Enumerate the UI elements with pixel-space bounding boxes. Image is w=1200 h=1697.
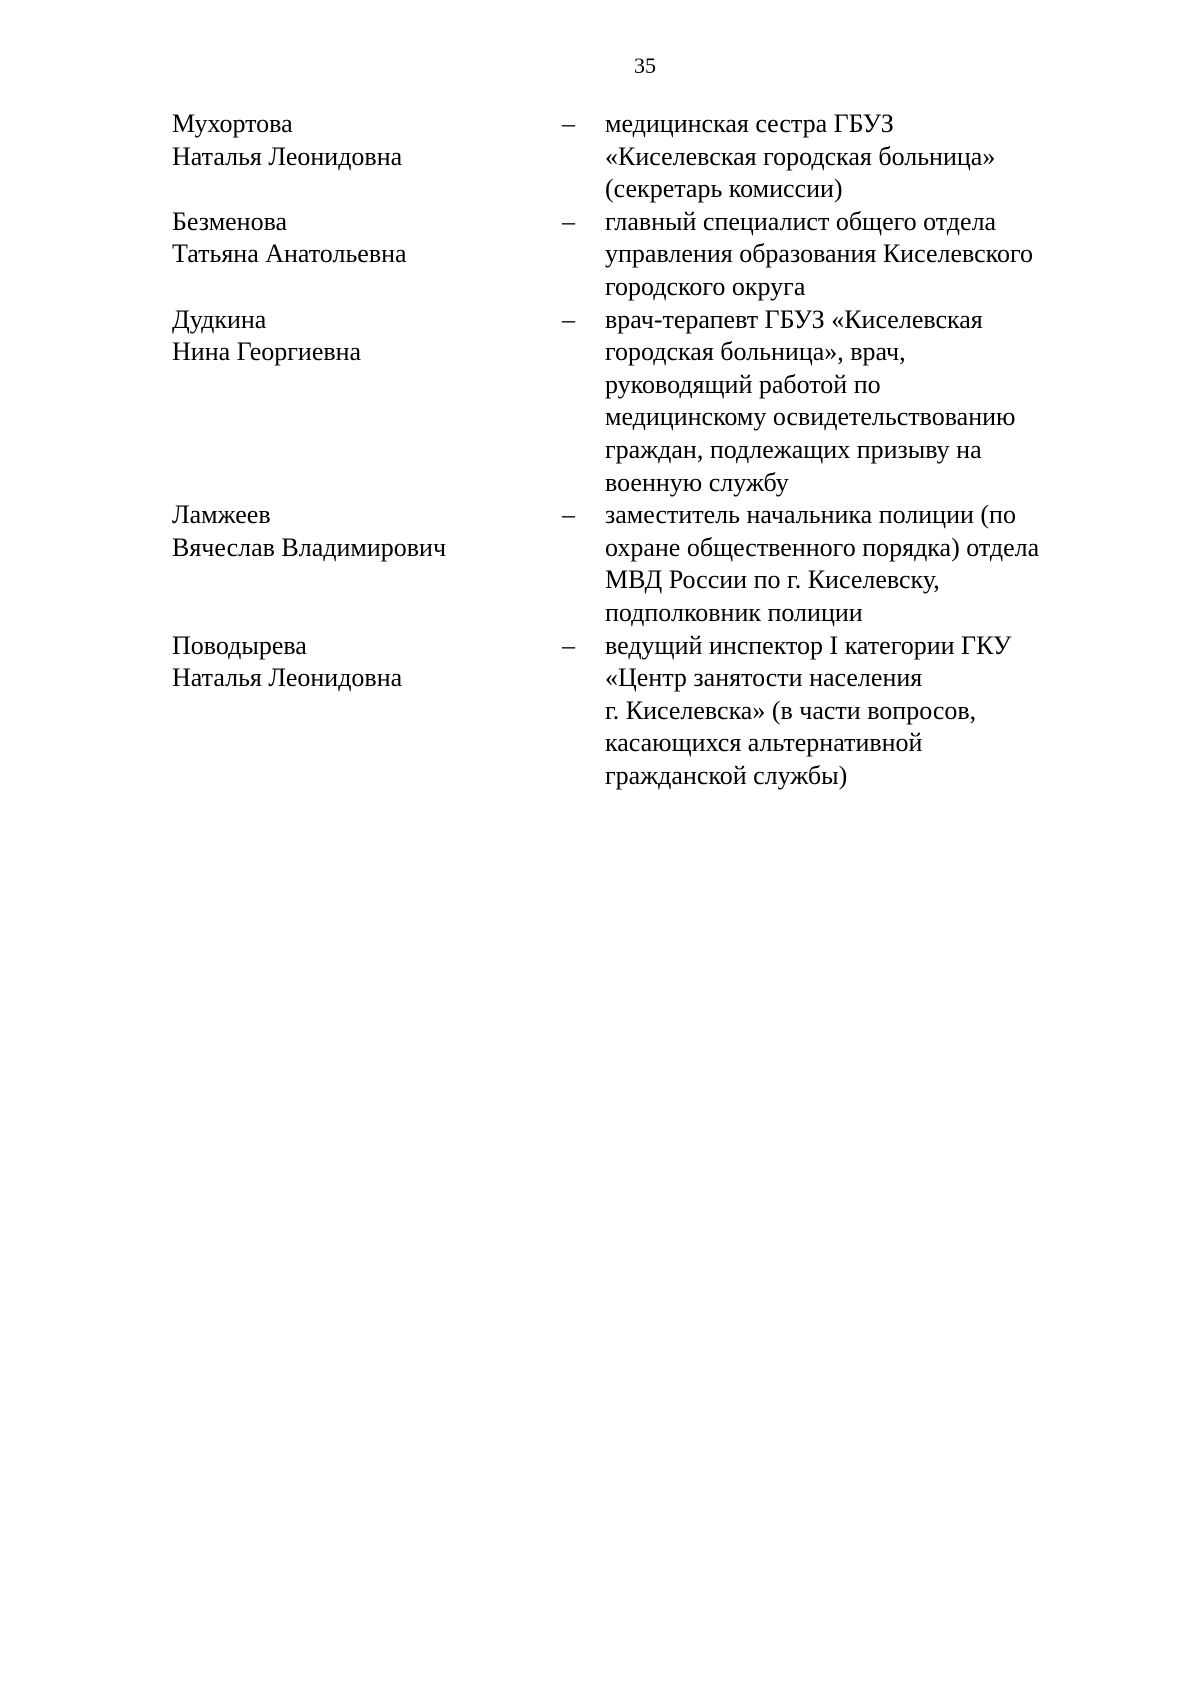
separator-dash: –	[562, 500, 575, 530]
separator-dash: –	[562, 630, 575, 660]
member-role	[605, 304, 1095, 500]
role-line: «Центр занятости населения	[605, 663, 923, 693]
role-line: главный специалист общего отдела	[605, 206, 997, 236]
role-line: граждан, подлежащих призыву на	[605, 434, 982, 464]
role-line: касающихся альтернативной	[605, 728, 923, 758]
member-name	[172, 206, 562, 304]
role-line: врач-терапевт ГБУЗ «Киселевская	[605, 304, 983, 334]
role-line: управления образования Киселевского	[605, 239, 1033, 269]
member-entry	[172, 304, 1132, 500]
role-line: подполковник полиции	[605, 597, 863, 627]
role-line: медицинская сестра ГБУЗ	[605, 109, 894, 138]
member-given-names: Татьяна Анатольевна	[172, 239, 407, 269]
member-given-names: Нина Георгиевна	[172, 337, 362, 367]
role-line: МВД России по г. Киселевску,	[605, 565, 940, 595]
role-line: руководящий работой по	[605, 369, 881, 399]
member-role	[605, 499, 1095, 629]
role-line: городского округа	[605, 271, 806, 301]
role-line: «Киселевская городская больница»	[605, 141, 996, 171]
role-line: заместитель начальника полиции (по	[605, 500, 1016, 530]
member-given-names: Наталья Леонидовна	[172, 141, 403, 171]
member-entry	[172, 206, 1132, 304]
member-name	[172, 304, 562, 500]
role-line: охране общественного порядка) отдела	[605, 532, 1040, 562]
separator-dash: –	[562, 206, 575, 236]
member-role	[605, 108, 1095, 206]
role-line: гражданской службы)	[605, 760, 848, 790]
member-entry	[172, 630, 1132, 793]
member-given-names: Наталья Леонидовна	[172, 663, 403, 693]
commission-member-list	[172, 108, 1132, 792]
member-entry	[172, 499, 1132, 629]
member-name	[172, 630, 562, 793]
role-line: ведущий инспектор I категории ГКУ	[605, 630, 1012, 660]
page-number: 35	[634, 53, 656, 78]
member-entry	[172, 108, 1132, 206]
member-surname: Поводырева	[172, 630, 307, 660]
member-surname: Дудкина	[172, 304, 267, 334]
role-line: городская больница», врач,	[605, 337, 906, 367]
role-line: г. Киселевска» (в части вопросов,	[605, 695, 977, 725]
role-line: медицинскому освидетельствованию	[605, 402, 1016, 432]
member-surname: Безменова	[172, 206, 288, 236]
member-name	[172, 108, 562, 206]
separator-dash: –	[562, 304, 575, 334]
member-given-names: Вячеслав Владимирович	[172, 532, 447, 562]
role-line: (секретарь комиссии)	[605, 174, 843, 204]
member-surname: Ламжеев	[172, 500, 271, 530]
member-name	[172, 499, 562, 629]
member-role	[605, 206, 1095, 304]
separator-dash: –	[562, 109, 575, 138]
role-line: военную службу	[605, 467, 789, 497]
member-surname: Мухортова	[172, 109, 293, 138]
member-role	[605, 630, 1095, 793]
